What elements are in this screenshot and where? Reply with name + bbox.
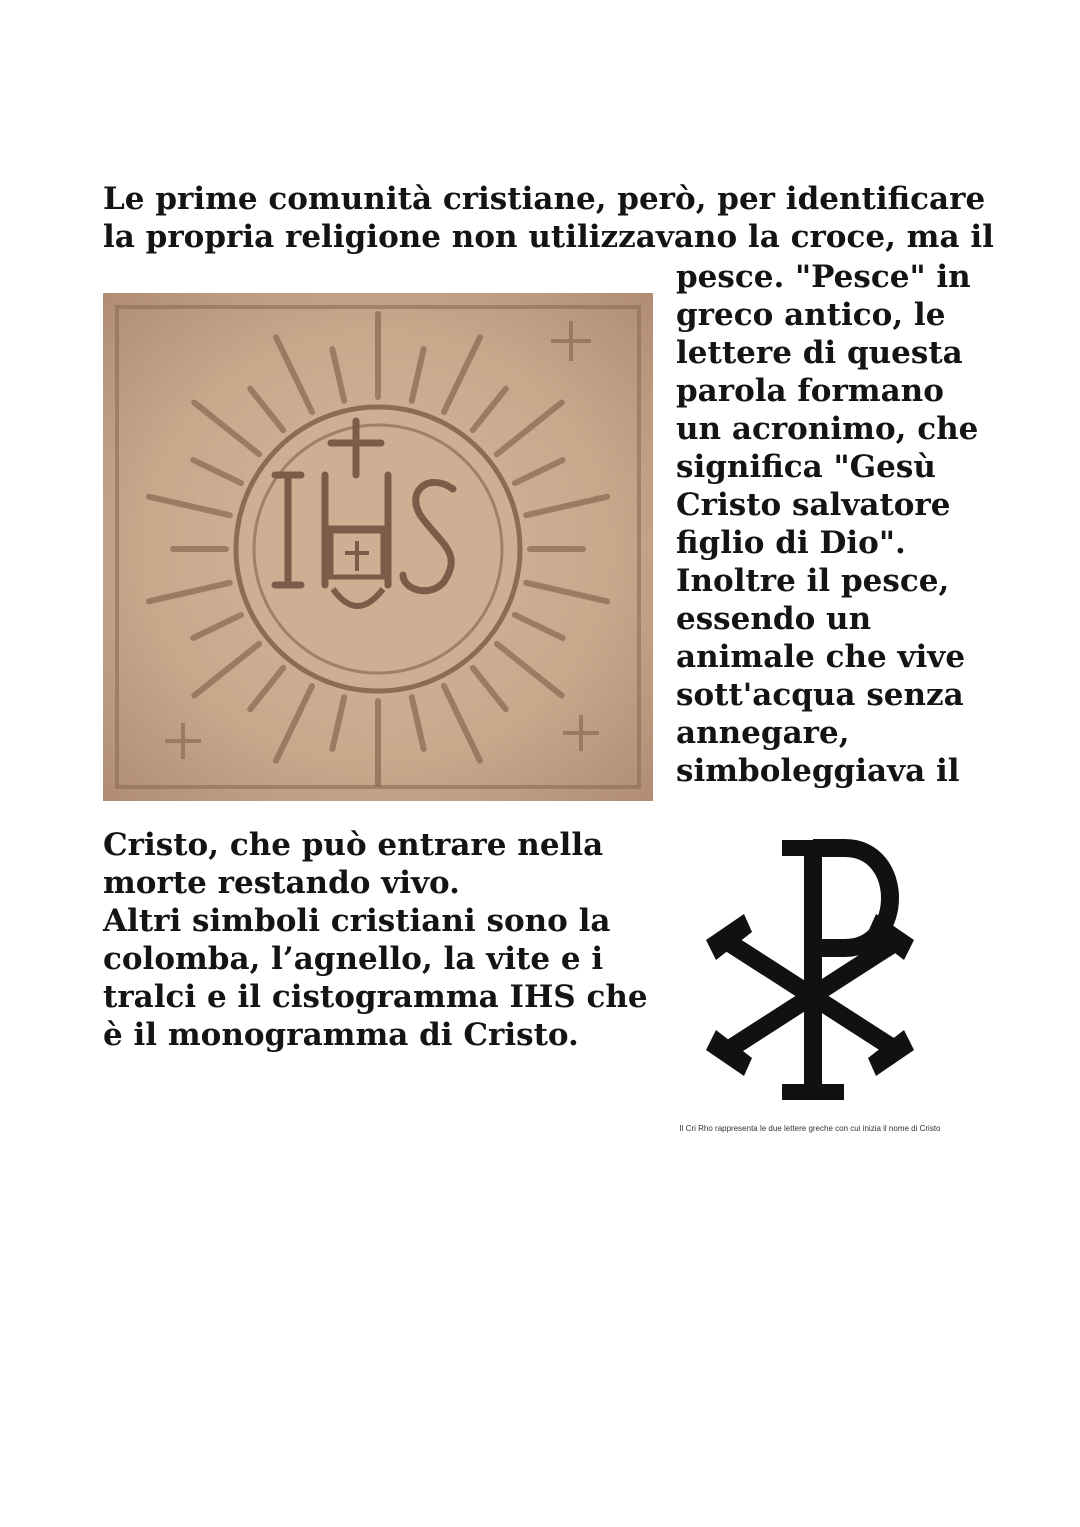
bottom-paragraph (103, 826, 648, 1054)
intro-paragraph (103, 180, 994, 256)
text-line: tralci e il cistogramma IHS che (103, 979, 648, 1015)
side-paragraph (676, 258, 978, 790)
text-line: essendo un (676, 601, 872, 637)
text-line: simboleggiava il (676, 753, 960, 789)
text-line: morte restando vivo. (103, 865, 460, 901)
text-line: greco antico, le (676, 297, 946, 333)
text-line: annegare, (676, 715, 850, 751)
text-line: Cristo, che può entrare nella (103, 827, 604, 863)
text-line: Cristo salvatore (676, 487, 951, 523)
text-line: pesce. "Pesce" in (676, 259, 971, 295)
text-line: colomba, l’agnello, la vite e i (103, 941, 604, 977)
text-line: significa "Gesù (676, 449, 936, 485)
text-line: lettere di questa (676, 335, 963, 371)
text-line: sott'acqua senza (676, 677, 964, 713)
chi-rho-caption: Il Cri Rho rappresenta le due lettere greche con cui inizia il nome di Cristo (679, 1124, 941, 1133)
text-line: un acronimo, che (676, 411, 979, 447)
text-line: figlio di Dio". (676, 525, 906, 561)
chi-rho-icon (700, 836, 920, 1104)
text-line: Inoltre il pesce, (676, 563, 950, 599)
text-line: animale che vive (676, 639, 966, 675)
text-line: è il monogramma di Cristo. (103, 1017, 579, 1053)
text-line: Le prime comunità cristiane, però, per identificare (103, 181, 986, 217)
text-line: parola formano (676, 373, 944, 409)
text-line: la propria religione non utilizzavano la croce, ma il (103, 219, 994, 255)
ihs-stone-relief-image (103, 293, 653, 801)
text-line: Altri simboli cristiani sono la (103, 903, 611, 939)
